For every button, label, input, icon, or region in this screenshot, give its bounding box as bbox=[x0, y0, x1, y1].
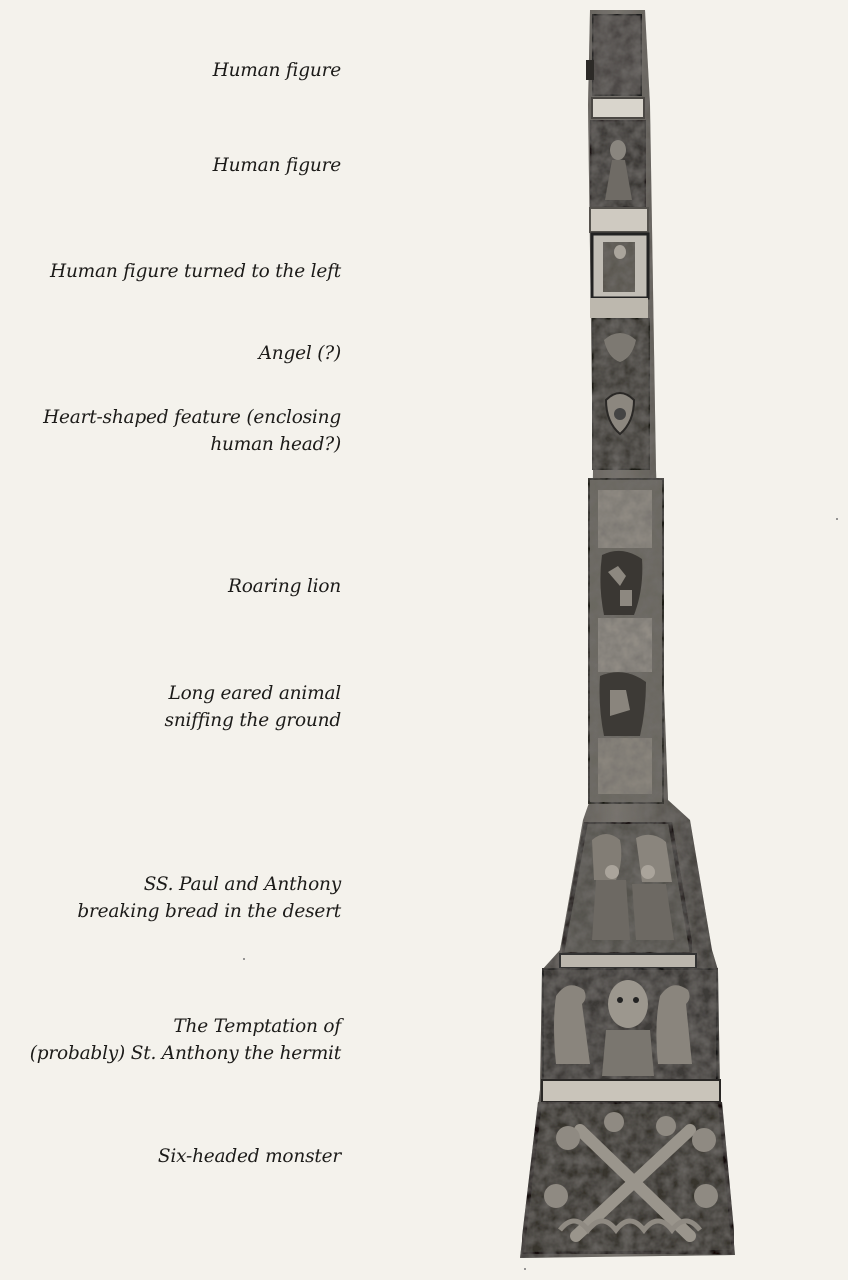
label-text-line1: Long eared animal bbox=[168, 683, 341, 704]
label-text-line2: breaking bread in the desert bbox=[77, 901, 341, 922]
label-text-line2: human head?) bbox=[210, 434, 341, 455]
label-text: Roaring lion bbox=[228, 576, 341, 597]
label-text: Human figure bbox=[212, 60, 341, 81]
speck bbox=[524, 1268, 526, 1270]
label-text-line2: sniffing the ground bbox=[164, 710, 341, 731]
speck bbox=[243, 958, 245, 960]
label-text-line1: SS. Paul and Anthony bbox=[143, 874, 341, 895]
speck bbox=[836, 518, 838, 520]
label-text-line1: The Temptation of bbox=[173, 1016, 341, 1037]
label-text-line1: Heart-shaped feature (enclosing bbox=[43, 407, 341, 428]
label-text: Human figure bbox=[212, 155, 341, 176]
label-text: Human figure turned to the left bbox=[50, 261, 341, 282]
label-text: Six-headed monster bbox=[157, 1146, 341, 1167]
panel-top-figure bbox=[592, 14, 642, 96]
label-text-line2: (probably) St. Anthony the hermit bbox=[29, 1043, 341, 1064]
label-text: Angel (?) bbox=[258, 343, 341, 364]
